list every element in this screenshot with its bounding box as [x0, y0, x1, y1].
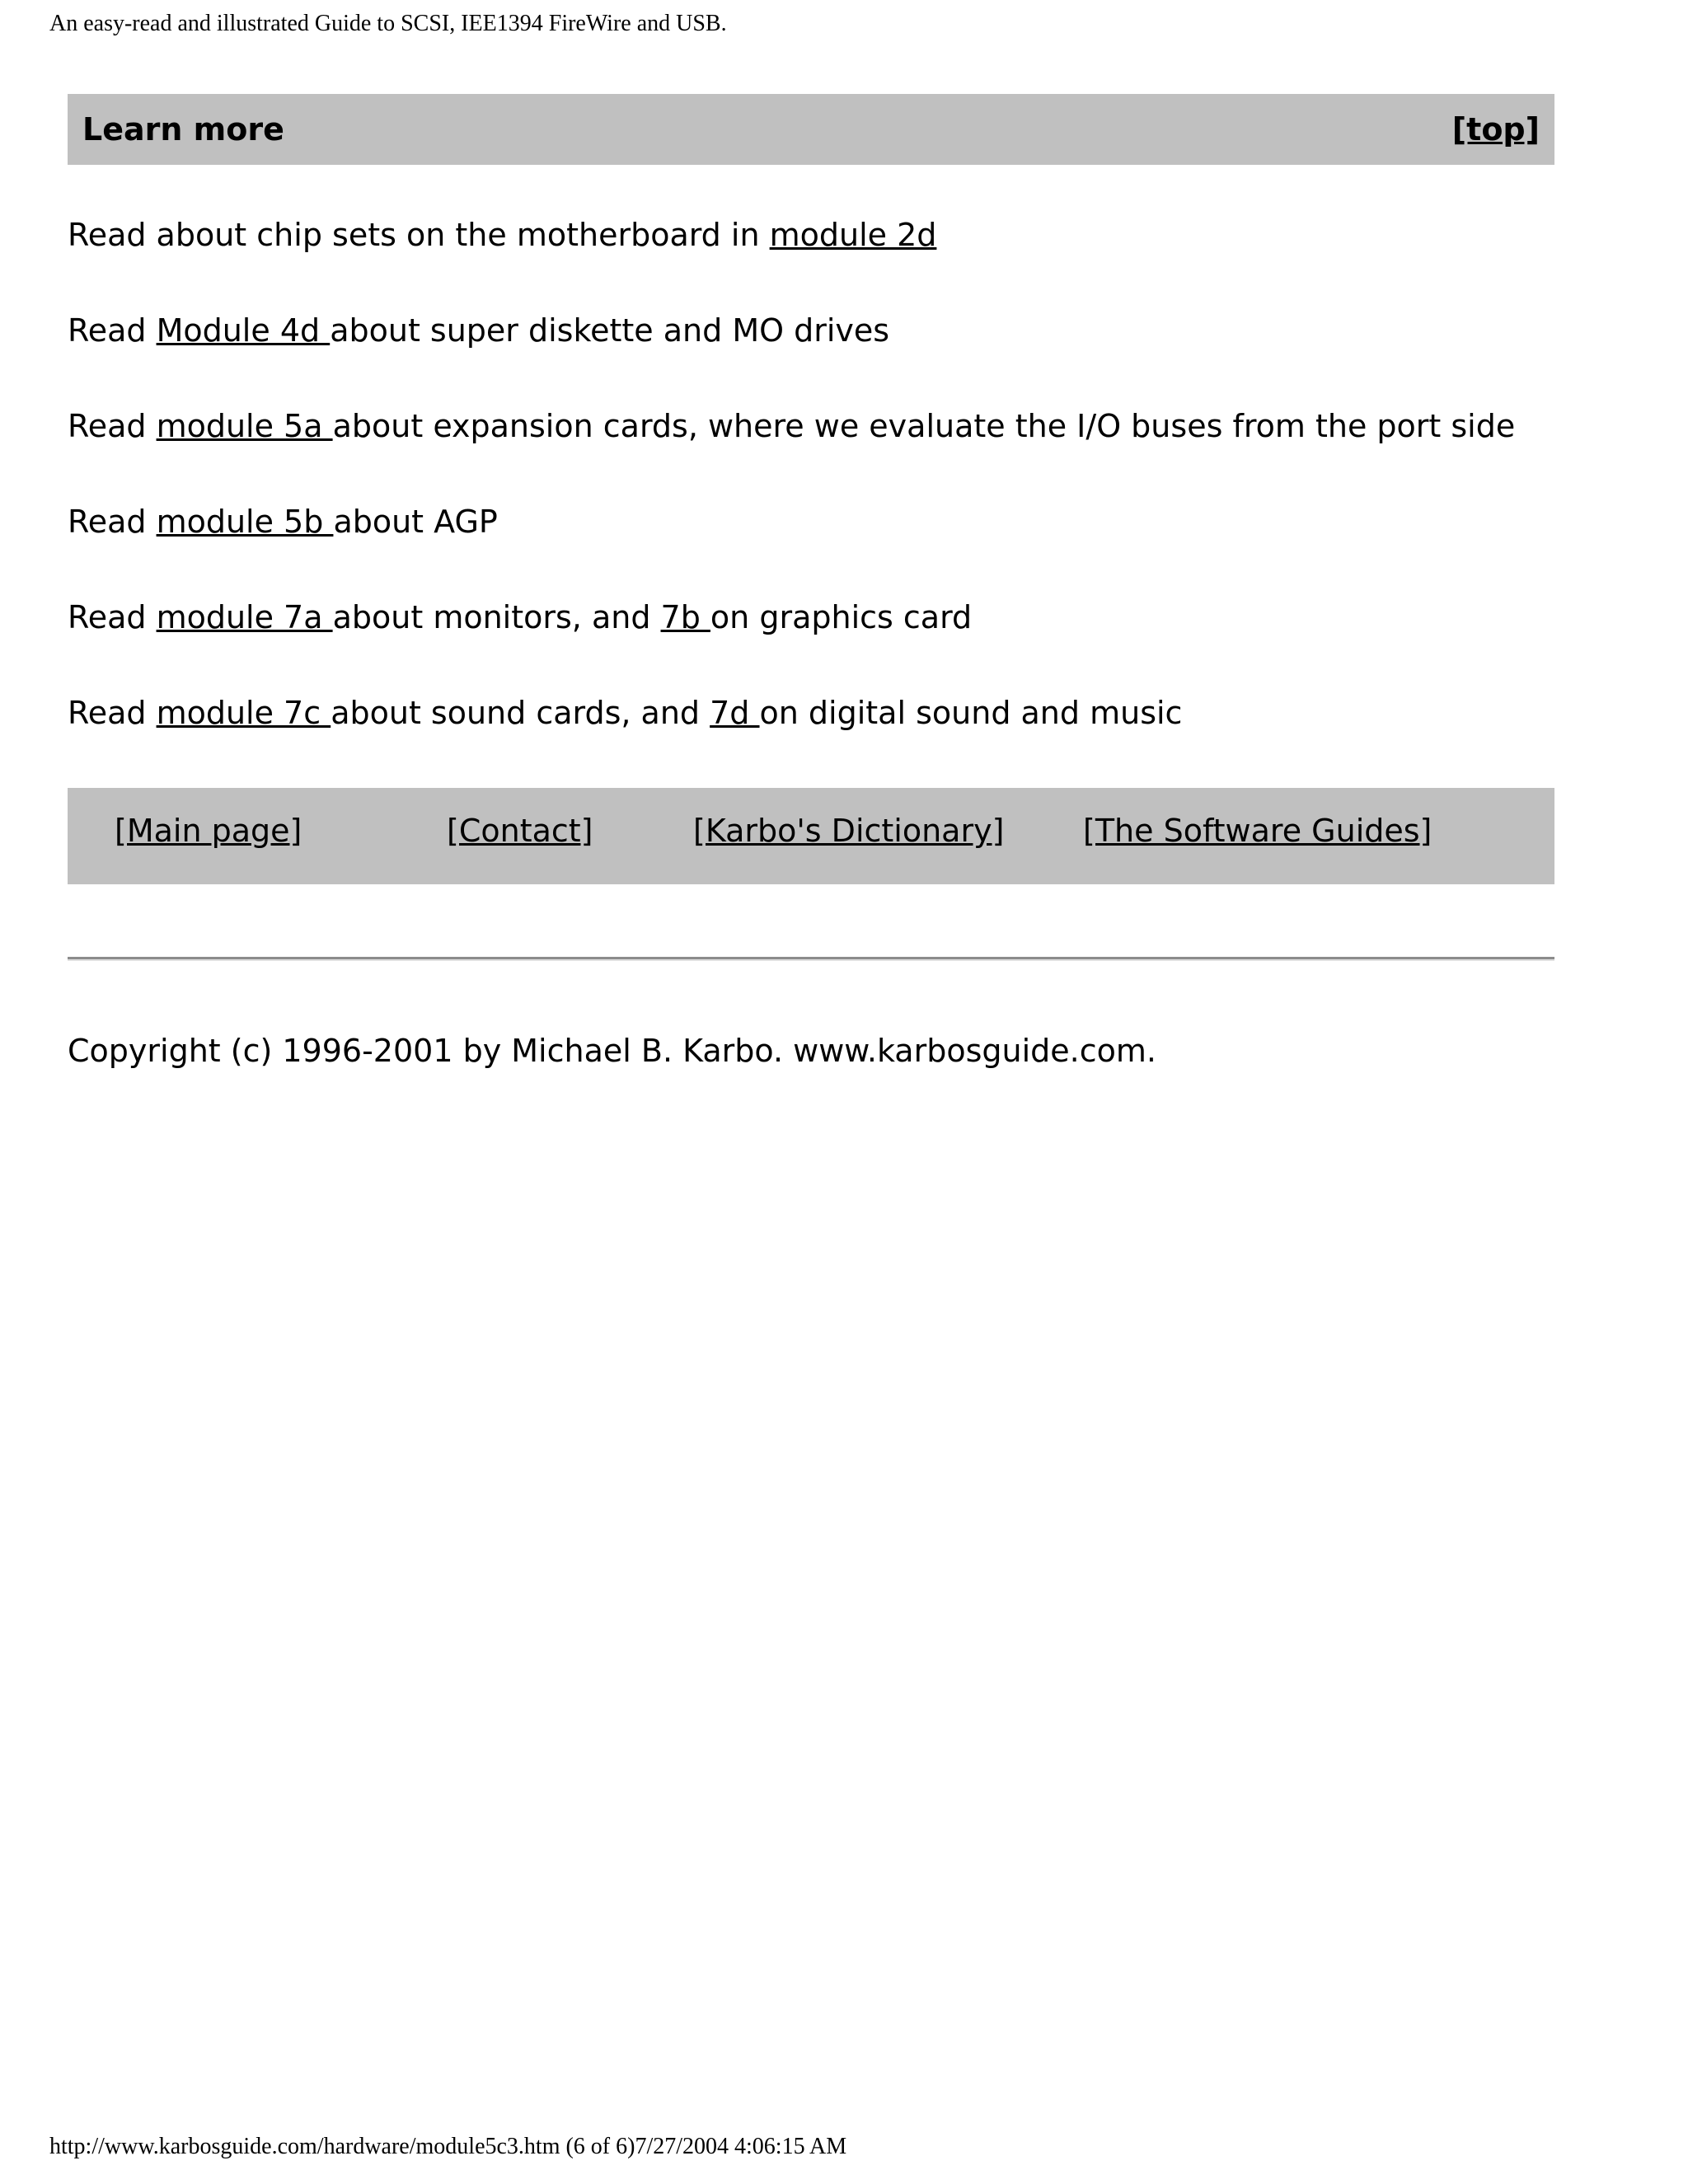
link-module-5b[interactable]: module 5b: [156, 504, 334, 540]
section-header-bar: [68, 94, 1554, 165]
copyright-notice: Copyright (c) 1996-2001 by Michael B. Karbo. www.karbosguide.com.: [68, 1033, 1156, 1069]
link-module-4d[interactable]: Module 4d: [156, 312, 331, 349]
link-module-7c[interactable]: module 7c: [156, 695, 331, 731]
paragraph-chipsets: Read about chip sets on the motherboard in module 2d: [68, 217, 937, 253]
link-module-7a[interactable]: module 7a: [156, 599, 333, 635]
top-link[interactable]: [top]: [1451, 111, 1540, 148]
paragraph-agp: Read module 5b about AGP: [68, 504, 498, 540]
link-module-5a[interactable]: module 5a: [156, 408, 333, 444]
section-title: Learn more: [82, 111, 284, 148]
paragraph-sound-cards: Read module 7c about sound cards, and 7d on digital sound and music: [68, 695, 1183, 731]
print-header: An easy-read and illustrated Guide to SCSI, IEE1394 FireWire and USB.: [49, 11, 727, 36]
print-footer-url: http://www.karbosguide.com/hardware/module5c3.htm (6 of 6)7/27/2004 4:06:15 AM: [49, 2134, 847, 2159]
nav-software-guides[interactable]: [The Software Guides]: [1083, 813, 1432, 849]
paragraph-monitors: Read module 7a about monitors, and 7b on graphics card: [68, 599, 973, 635]
link-module-7b[interactable]: 7b: [660, 599, 710, 635]
horizontal-rule: [68, 957, 1554, 961]
nav-contact[interactable]: [Contact]: [447, 813, 593, 849]
link-module-7d[interactable]: 7d: [710, 695, 760, 731]
paragraph-super-diskette: Read Module 4d about super diskette and MO drives: [68, 312, 890, 349]
nav-main-page[interactable]: [Main page]: [115, 813, 302, 849]
link-module-2d[interactable]: module 2d: [769, 217, 937, 253]
nav-karbos-dictionary[interactable]: [Karbo's Dictionary]: [693, 813, 1005, 849]
learn-more-list: [68, 209, 1559, 782]
footer-nav-bar: [68, 788, 1554, 884]
paragraph-expansion-cards: Read module 5a about expansion cards, where we evaluate the I/O buses from the port side: [68, 408, 1516, 444]
